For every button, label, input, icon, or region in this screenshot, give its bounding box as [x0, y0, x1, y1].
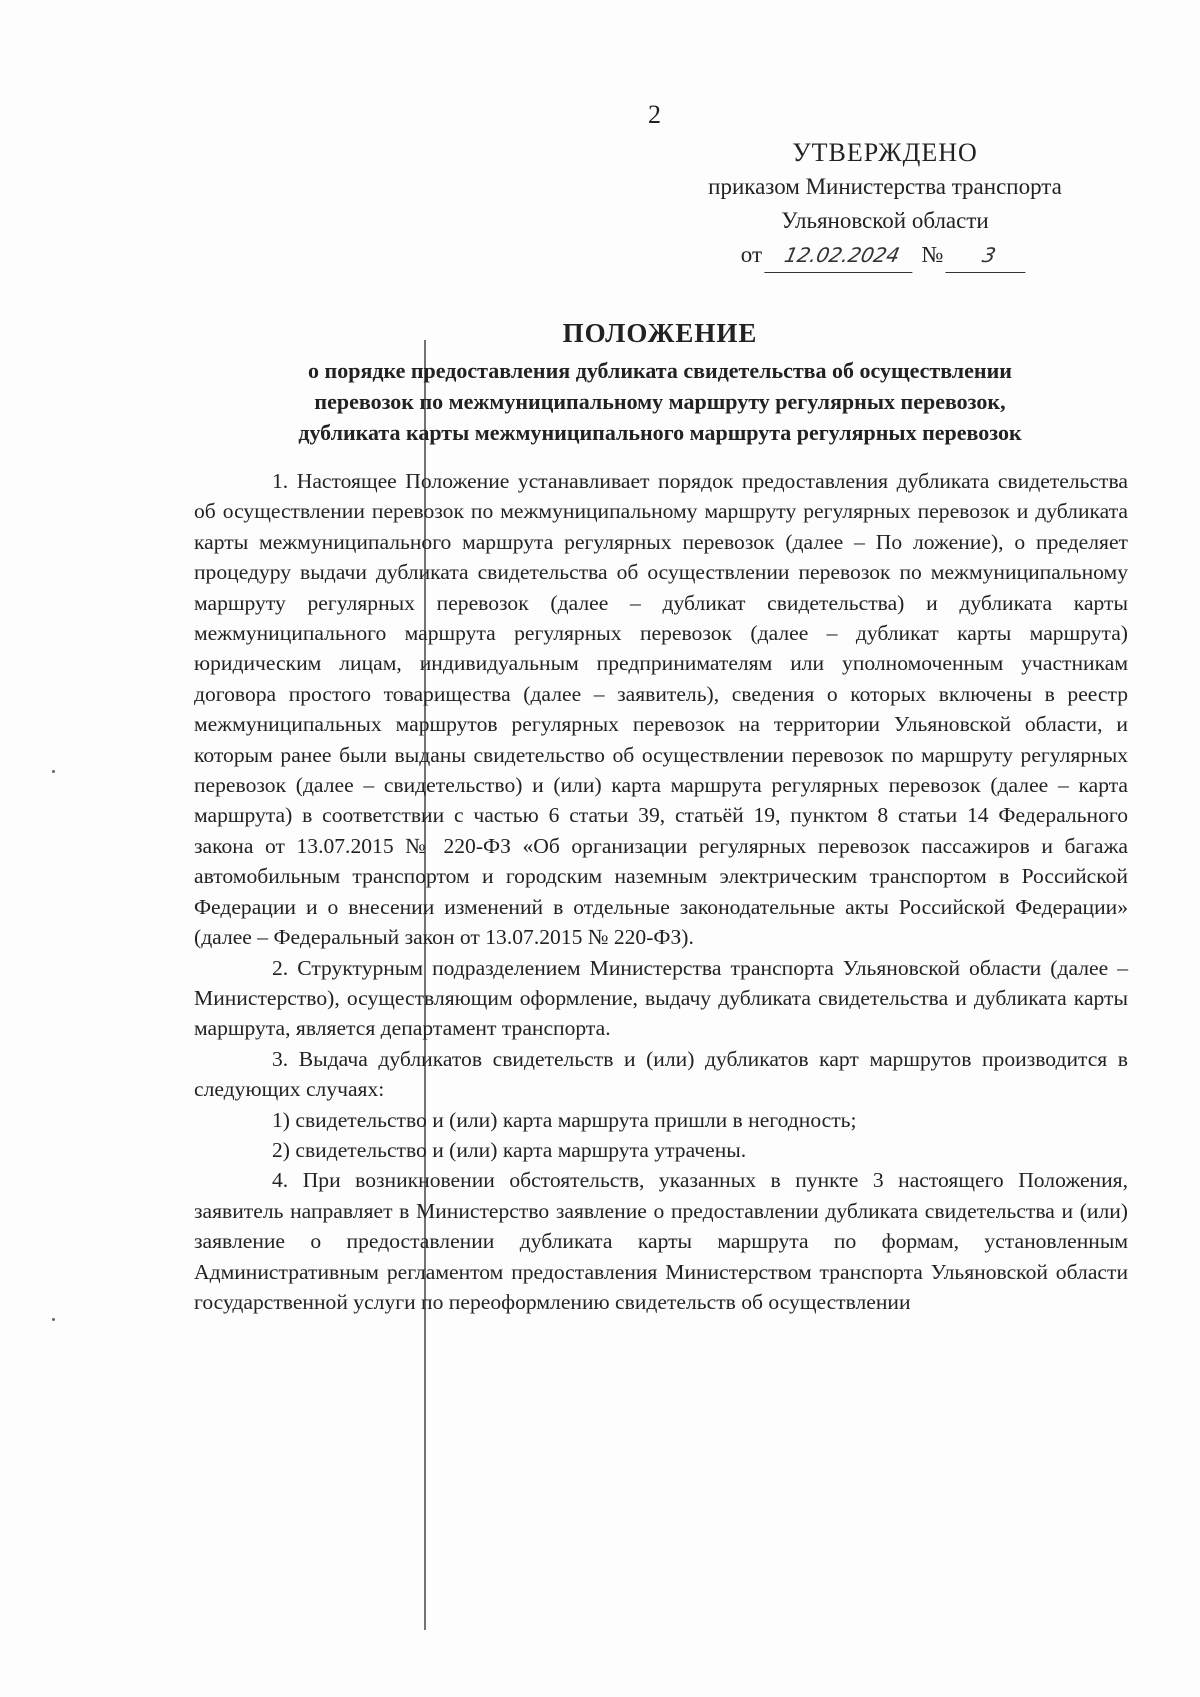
document-title-block: [190, 318, 1130, 448]
approval-stamp-block: [660, 136, 1110, 273]
page-number: 2: [648, 100, 661, 129]
handwritten-number: 3: [945, 238, 1032, 273]
paragraph-4: 4. При возникновении обстоятельств, указанных в пункте 3 настоящего Положения, заявитель направляет в Министерство заявление о предоставлении дубликата свидетельства и (или) заявление о предоставлении дубликата карты маршрута по формам, установленным Административным регламентом предоставления Министерством транспорта Ульяновской области государственной услуги по переоформлению свидетельств об осуществлении: [194, 1168, 1128, 1314]
list-item: 1) свидетельство и (или) карта маршрута пришли в негодность;: [272, 1107, 857, 1132]
handwritten-date: 12.02.2024: [764, 238, 919, 273]
subtitle-line: о порядке предоставления дубликата свидетельства об осуществлении: [308, 358, 1012, 383]
scan-speck: [52, 1318, 55, 1321]
approval-date-number-line: [660, 238, 1110, 273]
approval-region-line: Ульяновской области: [781, 208, 989, 233]
date-prefix: от: [740, 242, 763, 267]
subtitle-line: дубликата карты межмуниципального маршрута регулярных перевозок: [298, 420, 1022, 445]
paragraph-2: 2. Структурным подразделением Министерства транспорта Ульяновской области (далее – Министерство), осуществляющим оформление, выдачу дубликата свидетельства и дубликата карты маршрута, является департамент транспорта.: [194, 955, 1128, 1041]
paragraph-1: 1. Настоящее Положение устанавливает порядок предоставления дубликата свидетельства об осуществлении перевозок по межмуниципальному маршруту регулярных перевозок и дубликата карты межмуниципального маршрута регулярных перевозок (далее – По ложение), о пределяет процедуру выдачи дубликата свидетельства об осуществлении перевозок по межмуниципальному маршруту регулярных перевозок (далее – дубликат свидетельства) и дубликата карты межмуниципального маршрута регулярных перевозок (далее – дубликат карты маршрута) юридическим лицам, индивидуальным предпринимателям или уполномоченным участникам договора простого товарищества (далее – заявитель), сведения о которых включены в реестр межмуниципальных маршрутов регулярных перевозок на территории Ульяновской области, и которым ранее были выданы свидетельство об осуществлении перевозок по маршруту регулярных перевозок (далее – свидетельство) и (или) карта маршрута регулярных перевозок (далее – карта маршрута) в соответствии с частью 6 статьи 39, статьёй 19, пунктом 8 статьи 14 Федерального закона от 13.07.2015 № 220-ФЗ «Об организации регулярных перевозок пассажиров и багажа автомобильным транспортом и городским наземным электрическим транспортом в Российской Федерации и о внесении изменений в отдельные законодательные акты Российской Федерации» (далее – Федеральный закон от 13.07.2015 № 220-ФЗ).: [194, 469, 1128, 950]
document-subtitle: [190, 355, 1130, 448]
approval-heading: УТВЕРЖДЕНО: [792, 138, 978, 167]
scan-speck: [52, 770, 55, 773]
subtitle-line: перевозок по межмуниципальному маршруту регулярных перевозок,: [314, 389, 1006, 414]
paragraph-3: 3. Выдача дубликатов свидетельств и (или) дубликатов карт маршрутов производится в следующих случаях:: [194, 1046, 1128, 1102]
document-body: [194, 466, 1128, 1317]
list-item: 2) свидетельство и (или) карта маршрута утрачены.: [272, 1137, 747, 1162]
approval-order-line: приказом Министерства транспорта: [708, 174, 1062, 199]
number-prefix: №: [921, 242, 944, 267]
document-title: ПОЛОЖЕНИЕ: [562, 318, 758, 348]
